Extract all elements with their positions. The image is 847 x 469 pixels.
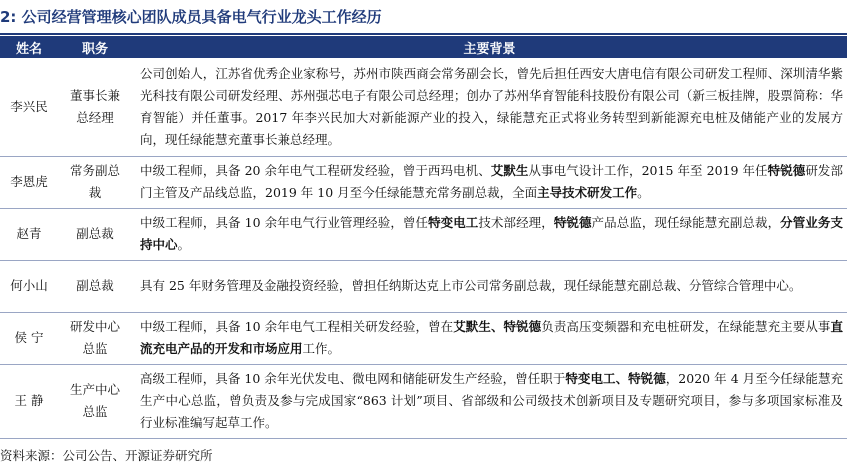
member-background — [132, 58, 847, 156]
background-text: ，2020 年 4 月至今任绿能慧充生产中心总监，曾负责及参与完成国家“863 计划”项目、省部级和公司级技术创新项目及专题研究项目，参与多项国家标准及行业标准编写起草工作。 — [140, 371, 843, 430]
member-position: 常务副总 裁 — [58, 156, 132, 208]
background-highlight: 艾默生、特锐德 — [453, 319, 542, 334]
header-background: 主要背景 — [132, 36, 847, 58]
member-position: 副总裁 — [58, 208, 132, 260]
background-text: 工作。 — [302, 341, 341, 356]
background-text: 技术部经理， — [478, 215, 554, 230]
background-highlight: 特变电工 — [428, 215, 479, 230]
background-highlight: 特锐德 — [553, 215, 592, 230]
member-background — [132, 364, 847, 438]
background-text: 。 — [177, 237, 191, 252]
member-name: 赵青 — [0, 208, 58, 260]
member-name: 李恩虎 — [0, 156, 58, 208]
member-background — [132, 156, 847, 208]
caption-rule — [0, 33, 847, 35]
background-text: 中级工程师，具备 10 余年电气工程相关研发经验，曾在 — [140, 319, 454, 334]
member-name: 李兴民 — [0, 58, 58, 156]
member-position: 生产中心 总监 — [58, 364, 132, 438]
table-row — [0, 260, 847, 312]
table-row — [0, 364, 847, 438]
member-position: 董事长兼 总经理 — [58, 58, 132, 156]
background-text: 研发部门主管及产品线总监，2019 年 10 月至今任绿能慧充常务副总裁，全面 — [140, 163, 843, 200]
member-name: 侯 宁 — [0, 312, 58, 364]
background-text: 高级工程师，具备 10 余年光伏发电、微电网和储能研发生产经验，曾任职于 — [140, 371, 566, 386]
member-name: 何小山 — [0, 260, 58, 312]
background-text: 中级工程师，具备 20 余年电气工程研发经验，曾于西玛电机、 — [140, 163, 491, 178]
member-position: 研发中心 总监 — [58, 312, 132, 364]
background-highlight: 特变电工、特锐德 — [565, 371, 666, 386]
background-text: 产品总监，现任绿能慧充副总裁， — [591, 215, 781, 230]
table-row — [0, 58, 847, 156]
header-name: 姓名 — [0, 36, 58, 58]
background-text: 负责高压变频器和充电桩研发，在绿能慧充主要从事 — [541, 319, 831, 334]
background-text: 公司创始人，江苏省优秀企业家称号，苏州市陕西商会常务副会长，曾先后担任西安大唐电信有限公司研发工程师、深圳清华紫光科技有限公司研发经理、苏州强芯电子有限公司总经理；创办了苏州华育智能科技股份有限公司（新三板挂牌，股票简称：华育智能）并任董事。2017 年李兴民加大对新能源产业的投入，绿能慧充正式将业务转型到新能源充电桩及储能产业的发展方向，现任绿能慧充董事长兼总经理。 — [140, 65, 843, 147]
background-text: 具有 25 年财务管理及金融投资经验，曾担任纳斯达克上市公司常务副总裁，现任绿能慧充副总裁、分管综合管理中心。 — [140, 278, 802, 293]
background-highlight: 艾默生 — [490, 163, 529, 178]
member-background — [132, 312, 847, 364]
background-highlight: 特锐德 — [767, 163, 806, 178]
background-text: 从事电气设计工作，2015 年至 2019 年任 — [528, 163, 768, 178]
background-text: 。 — [637, 185, 650, 200]
background-highlight: 分管业务支持中心 — [140, 215, 843, 252]
table-row — [0, 156, 847, 208]
member-name: 王 静 — [0, 364, 58, 438]
management-team-table — [0, 36, 847, 439]
member-position: 副总裁 — [58, 260, 132, 312]
member-background — [132, 208, 847, 260]
table-row — [0, 312, 847, 364]
table-caption: 2: 公司经营管理核心团队成员具备电气行业龙头工作经历 — [0, 8, 382, 26]
member-background — [132, 260, 847, 312]
background-text: 中级工程师，具备 10 余年电气行业管理经验，曾任 — [140, 215, 429, 230]
table-row — [0, 208, 847, 260]
table-header-row — [0, 36, 847, 58]
background-highlight: 主导技术研发工作 — [537, 185, 638, 200]
source-note: 资料来源：公司公告、开源证券研究所 — [0, 448, 213, 463]
header-position: 职务 — [58, 36, 132, 58]
background-highlight: 直流充电产品的开发和市场应用 — [140, 319, 843, 356]
